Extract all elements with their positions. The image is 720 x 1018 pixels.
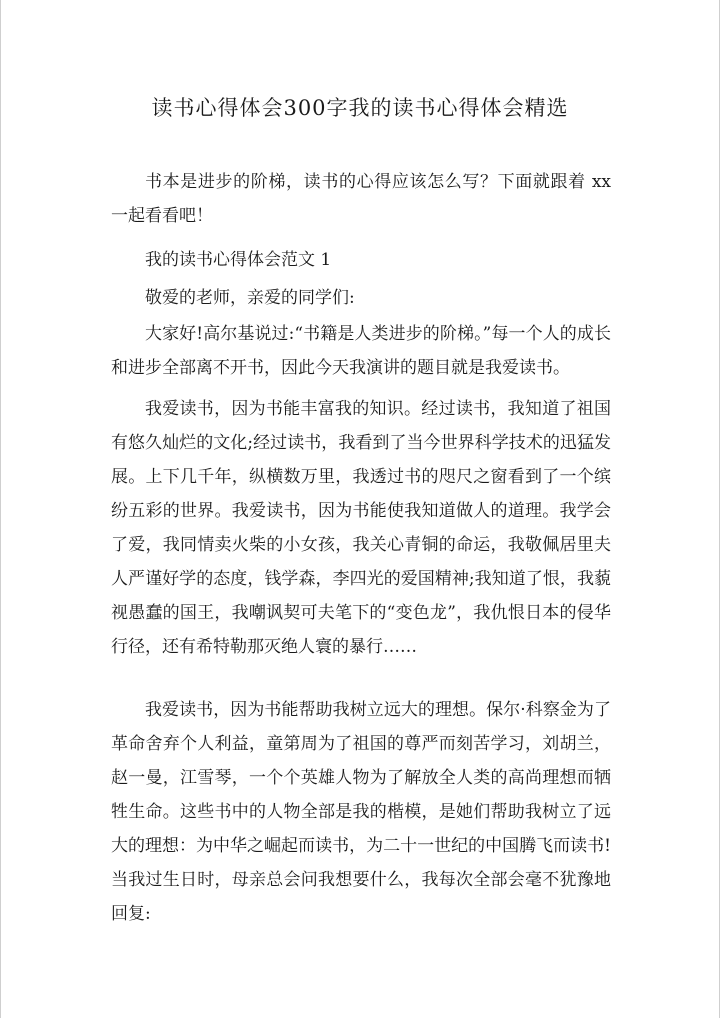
body-paragraph-3: 我爱读书，因为书能帮助我树立远大的理想。保尔·科察金为了革命舍弃个人利益，童第周为了祖国的尊严而刻苦学习，刘胡兰，赵一曼，江雪琴，一个个英雄人物为了解放全人类的高尚理想而牺牲生命。这些书中的人物全部是我的楷模，是她们帮助我树立了远大的理想：为中华之崛起而读书，为二十一世纪的中国腾飞而读书!当我过生日时，母亲总会问我想要什么，我每次全部会毫不犹豫地回复: — [111, 700, 611, 924]
intro-paragraph: 书本是进步的阶梯，读书的心得应该怎么写？下面就跟着 xx 一起看看吧！ — [111, 172, 611, 226]
body-paragraph-1: 大家好!高尔基说过:“书籍是人类进步的阶梯。”每一个人的成长和进步全部离不开书，因此今天我演讲的题目就是我爱读书。 — [111, 324, 611, 378]
greeting-paragraph: 敬爱的老师，亲爱的同学们: — [145, 288, 355, 308]
body-paragraph-2: 我爱读书，因为书能丰富我的知识。经过读书，我知道了祖国有悠久灿烂的文化;经过读书，我看到了当今世界科学技术的迅猛发展。上下几千年，纵横数万里，我透过书的咫尺之窗看到了一个缤纷五彩的世界。我爱读书，因为书能使我知道做人的道理。我学会了爱，我同情卖火柴的小女孩，我关心青铜的命运，我敬佩居里夫人严谨好学的态度，钱学森，李四光的爱国精神;我知道了恨，我藐视愚蠢的国王，我嘲讽契可夫笔下的“变色龙”，我仇恨日本的侵华行径，还有希特勒那灭绝人寰的暴行…… — [111, 399, 611, 657]
section-heading: 我的读书心得体会范文 1 — [145, 250, 332, 270]
document-title: 读书心得体会300字我的读书心得体会精选 — [151, 96, 569, 120]
